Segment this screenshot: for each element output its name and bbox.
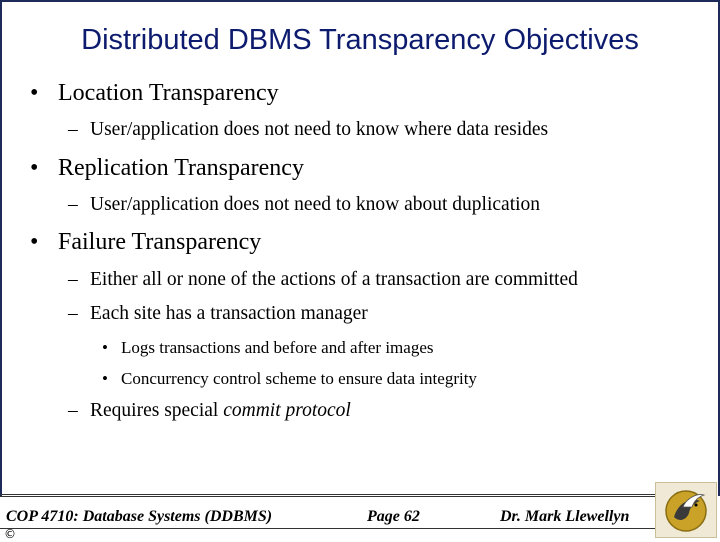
sub-bullet-replication	[68, 194, 540, 216]
sub-bullet-text: User/application does not need to know where data resides	[90, 119, 549, 140]
sub-sub-bullet-text: Logs transactions and before and after images	[121, 338, 434, 357]
bullet-text: Location Transparency	[58, 80, 279, 106]
bullet-marker: •	[102, 369, 108, 388]
dash-marker: –	[68, 194, 78, 215]
sub-bullet-text: Each site has a transaction manager	[90, 303, 368, 324]
dash-marker: –	[68, 119, 78, 140]
sub-bullet-location	[68, 119, 548, 141]
emphasis-text: commit protocol	[223, 400, 351, 421]
slide-footer	[0, 494, 720, 540]
sub-bullet-text: Either all or none of the actions of a transaction are committed	[90, 269, 578, 290]
sub-bullet-text: Requires special	[90, 400, 224, 421]
bullet-marker: •	[30, 155, 39, 181]
sub-sub-bullet-text: Concurrency control scheme to ensure data integrity	[121, 369, 477, 388]
footer-author: Dr. Mark Llewellyn	[500, 508, 630, 525]
copyright-symbol: ©	[4, 527, 16, 541]
slide-title: Distributed DBMS Transparency Objectives	[81, 24, 639, 56]
bullet-marker: •	[30, 229, 39, 255]
bullet-text: Failure Transparency	[58, 229, 262, 255]
bullet-marker: •	[30, 80, 39, 106]
sub-bullet-transaction-manager	[68, 303, 368, 325]
pegasus-logo-icon	[655, 482, 717, 538]
bullet-replication-transparency	[30, 155, 304, 182]
bullet-marker: •	[102, 338, 108, 357]
dash-marker: –	[68, 269, 78, 290]
bullet-text: Replication Transparency	[58, 155, 304, 181]
sub-bullet-all-or-none	[68, 269, 578, 291]
bullet-location-transparency	[30, 80, 279, 107]
dash-marker: –	[68, 400, 78, 421]
sub-bullet-commit-protocol	[68, 400, 351, 422]
footer-course: COP 4710: Database Systems (DDBMS)	[6, 508, 273, 525]
dash-marker: –	[68, 303, 78, 324]
sub-sub-bullet-logs	[102, 338, 434, 358]
sub-bullet-text: User/application does not need to know about duplication	[90, 194, 541, 215]
sub-sub-bullet-concurrency	[102, 369, 477, 389]
footer-page-number: Page 62	[367, 508, 420, 525]
bullet-failure-transparency	[30, 229, 261, 256]
